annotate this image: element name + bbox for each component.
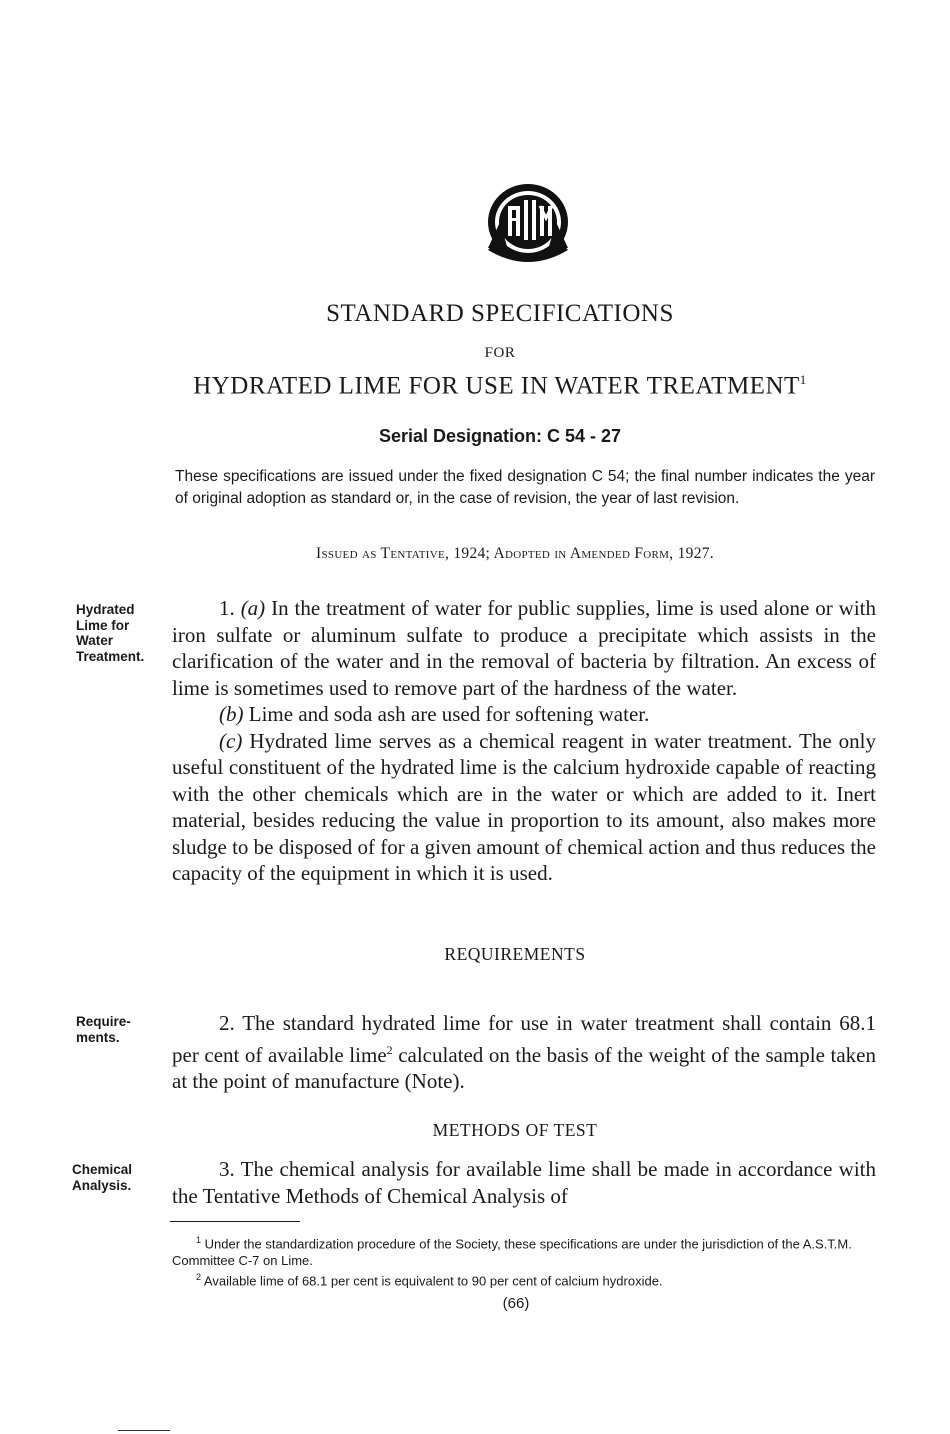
footnote-marker: 1	[196, 1235, 202, 1245]
title-line-2	[0, 372, 950, 400]
section-2-footnote-ref: 2	[386, 1042, 393, 1057]
intro-paragraph: These specifications are issued under the fixed designation C 54; the final number indicates the year of original adoption as standard or, in the case of revision, the year of last revision.	[175, 468, 875, 507]
page-number: (66)	[502, 1295, 530, 1312]
section-1b-label: (b)	[219, 702, 244, 726]
title-line-2-text: HYDRATED LIME FOR USE IN WATER TREATMENT	[193, 372, 800, 400]
margin-note-line: Lime for	[76, 617, 130, 633]
serial-designation: Serial Designation: C 54 - 27	[378, 426, 622, 446]
section-2-paragraph	[172, 1010, 876, 1095]
section-3	[172, 1156, 876, 1209]
astm-logo-graphic	[478, 178, 578, 270]
requirements-heading: REQUIREMENTS	[444, 944, 586, 964]
footnotes	[172, 1232, 876, 1290]
footnote-text: Available lime of 68.1 per cent is equivalent to 90 per cent of calcium hydroxide.	[201, 1273, 663, 1289]
margin-note-hydrated	[76, 602, 144, 664]
section-1-number: 1.	[219, 596, 241, 620]
margin-note-line: Analysis.	[72, 1177, 132, 1193]
astm-logo	[478, 178, 578, 270]
margin-note-line: ments.	[76, 1029, 120, 1045]
section-1c-text: Hydrated lime serves as a chemical reagent in water treatment. The only useful constituent of the hydrated lime is the calcium hydroxide capable of reacting with the other chemicals which are in the water or which are added to it. Inert material, besides reducing the value in proportion to its amount, also makes more sludge to be disposed of for a given amount of chemical action and thus reduces the capacity of the equipment in which it is used.	[172, 728, 876, 885]
footnote-marker: 2	[196, 1272, 202, 1283]
margin-note-line: Hydrated	[76, 602, 135, 617]
section-3-text: 3. The chemical analysis for available lime shall be made in accordance with the Tentative Methods of Chemical Analysis of	[172, 1157, 876, 1208]
margin-note-line: Chemical	[72, 1162, 133, 1177]
margin-note-line: Treatment.	[76, 648, 145, 664]
issued-line: Issued as Tentative, 1924; Adopted in Amended Form, 1927.	[316, 545, 714, 562]
title-for: FOR	[484, 345, 516, 361]
margin-note-line: Require-	[76, 1014, 131, 1029]
title-footnote-ref: 1	[799, 372, 807, 387]
section-1c	[172, 728, 876, 887]
footnote-2	[172, 1269, 876, 1289]
title-line-1: STANDARD SPECIFICATIONS	[326, 300, 674, 327]
section-2-text: 2. The standard hydrated lime for use in water treatment shall contain 68.1 per cent of available lime	[172, 1011, 876, 1067]
section-2	[172, 1010, 876, 1095]
section-1c-label: (c)	[219, 728, 243, 753]
section-1a	[172, 595, 876, 701]
margin-note-line: Water	[76, 633, 114, 648]
margin-note-chemical	[72, 1162, 132, 1193]
section-1	[172, 595, 876, 887]
section-1a-text: In the treatment of water for public supplies, lime is used alone or with iron sulfate or aluminum sulfate to produce a precipitate which assists in the clarification of the water and in the removal of bacteria by filtration. An excess of lime is sometimes used to remove part of the hardness of the water.	[172, 596, 876, 700]
section-1b	[172, 701, 876, 728]
margin-note-requirements	[76, 1014, 131, 1045]
footnote-rule	[170, 1221, 300, 1222]
section-2-text-after: calculated on the basis of the weight of the sample taken at the point of manufacture (Note).	[172, 1042, 876, 1093]
section-1b-text: Lime and soda ash are used for softening water.	[243, 702, 650, 726]
bottom-rule	[118, 1430, 170, 1431]
footnote-text: Under the standardization procedure of the Society, these specifications are under the jurisdiction of the A.S.T.M. Committee C-7 on Lime.	[172, 1236, 852, 1269]
methods-heading: METHODS OF TEST	[432, 1120, 598, 1140]
section-1a-label: (a)	[240, 596, 266, 620]
footnote-1	[172, 1232, 876, 1269]
